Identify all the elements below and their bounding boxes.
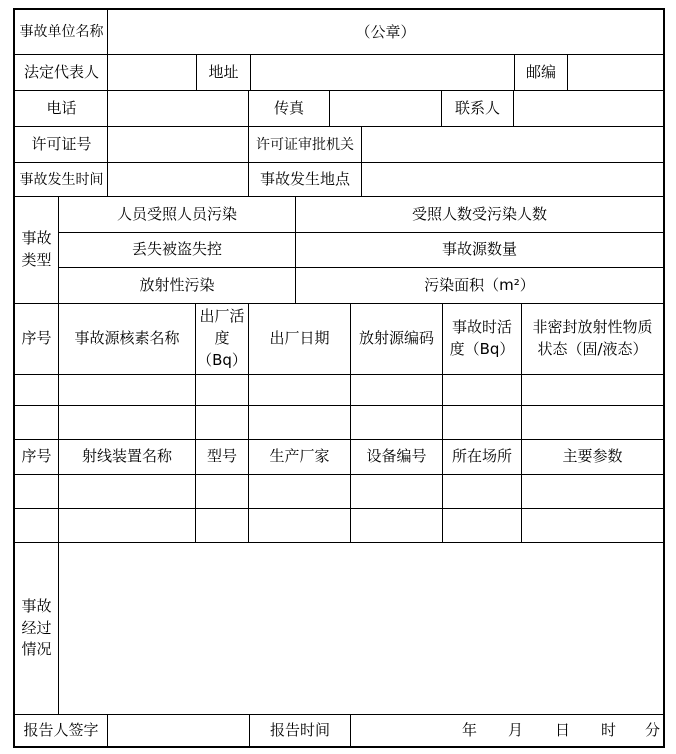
- postcode-label: 邮编: [525, 63, 556, 82]
- process-label: 事故经过情况: [21, 596, 52, 659]
- date-year-unit: 年: [462, 720, 478, 739]
- source-header-code: 放射源编码: [358, 329, 434, 348]
- phone-label: 电话: [46, 99, 77, 118]
- license-authority-label: 许可证审批机关: [256, 136, 354, 153]
- report-time-label: 报告时间: [269, 720, 330, 739]
- license-authority-field[interactable]: [362, 127, 663, 163]
- date-day-unit: 日: [555, 720, 571, 739]
- source-header-state: 非密封放射性物质状态（固/液态）: [532, 318, 653, 358]
- date-month-unit: 月: [508, 720, 524, 739]
- legal-rep-label: 法定代表人: [23, 63, 99, 82]
- process-field[interactable]: [59, 543, 663, 714]
- fax-field[interactable]: [330, 91, 441, 127]
- source-row-1[interactable]: [15, 375, 663, 405]
- report-time-field[interactable]: [351, 715, 663, 746]
- accident-type-label: 事故类型: [21, 229, 52, 269]
- contact-label: 联系人: [454, 99, 500, 118]
- device-header-serial: 设备编号: [366, 447, 427, 466]
- device-header-model: 型号: [206, 447, 237, 466]
- source-header-index: 序号: [21, 329, 52, 348]
- source-header-activity: 出厂活度（Bq）: [197, 307, 247, 369]
- legal-rep-field[interactable]: [108, 55, 196, 91]
- device-header-location: 所在场所: [451, 447, 512, 466]
- license-no-field[interactable]: [108, 127, 248, 163]
- device-row-2[interactable]: [15, 509, 663, 542]
- source-header-nuclide: 事故源核素名称: [74, 329, 180, 348]
- device-row-1[interactable]: [15, 475, 663, 508]
- time-field[interactable]: [108, 163, 248, 197]
- reporter-sign-label: 报告人签字: [23, 720, 99, 739]
- date-hour-unit: 时: [601, 720, 617, 739]
- device-header-manufacturer: 生产厂家: [269, 447, 330, 466]
- address-label: 地址: [208, 63, 239, 82]
- license-no-label: 许可证号: [31, 135, 92, 154]
- phone-field[interactable]: [108, 91, 248, 127]
- source-header-date: 出厂日期: [269, 329, 330, 348]
- device-header-name: 射线装置名称: [81, 447, 172, 466]
- source-header-accident-activity: 事故时活度（Bq）: [449, 318, 515, 358]
- address-field[interactable]: [251, 55, 514, 91]
- type-exposure-count[interactable]: 受照人数受污染人数: [411, 204, 547, 223]
- time-label: 事故发生时间: [19, 171, 104, 188]
- type-exposure-option[interactable]: 人员受照人员污染: [116, 204, 237, 223]
- place-field[interactable]: [362, 163, 663, 197]
- type-loss-option[interactable]: 丢失被盗失控: [131, 240, 222, 259]
- device-header-params: 主要参数: [562, 447, 623, 466]
- accident-report-form: [13, 8, 665, 748]
- unit-name-label: 事故单位名称: [19, 24, 104, 41]
- fax-label: 传真: [273, 99, 304, 118]
- place-label: 事故发生地点: [259, 170, 350, 189]
- contact-field[interactable]: [514, 91, 663, 127]
- reporter-sign-field[interactable]: [108, 715, 249, 746]
- date-minute-unit: 分: [645, 720, 661, 739]
- postcode-field[interactable]: [568, 55, 663, 91]
- device-header-index: 序号: [21, 447, 52, 466]
- type-contamination-area[interactable]: 污染面积（m²）: [424, 275, 535, 294]
- type-source-count[interactable]: 事故源数量: [441, 240, 517, 259]
- seal-text: （公章）: [355, 22, 416, 41]
- type-contamination-option[interactable]: 放射性污染: [139, 275, 215, 294]
- unit-name-field[interactable]: [108, 10, 663, 55]
- source-row-2[interactable]: [15, 406, 663, 439]
